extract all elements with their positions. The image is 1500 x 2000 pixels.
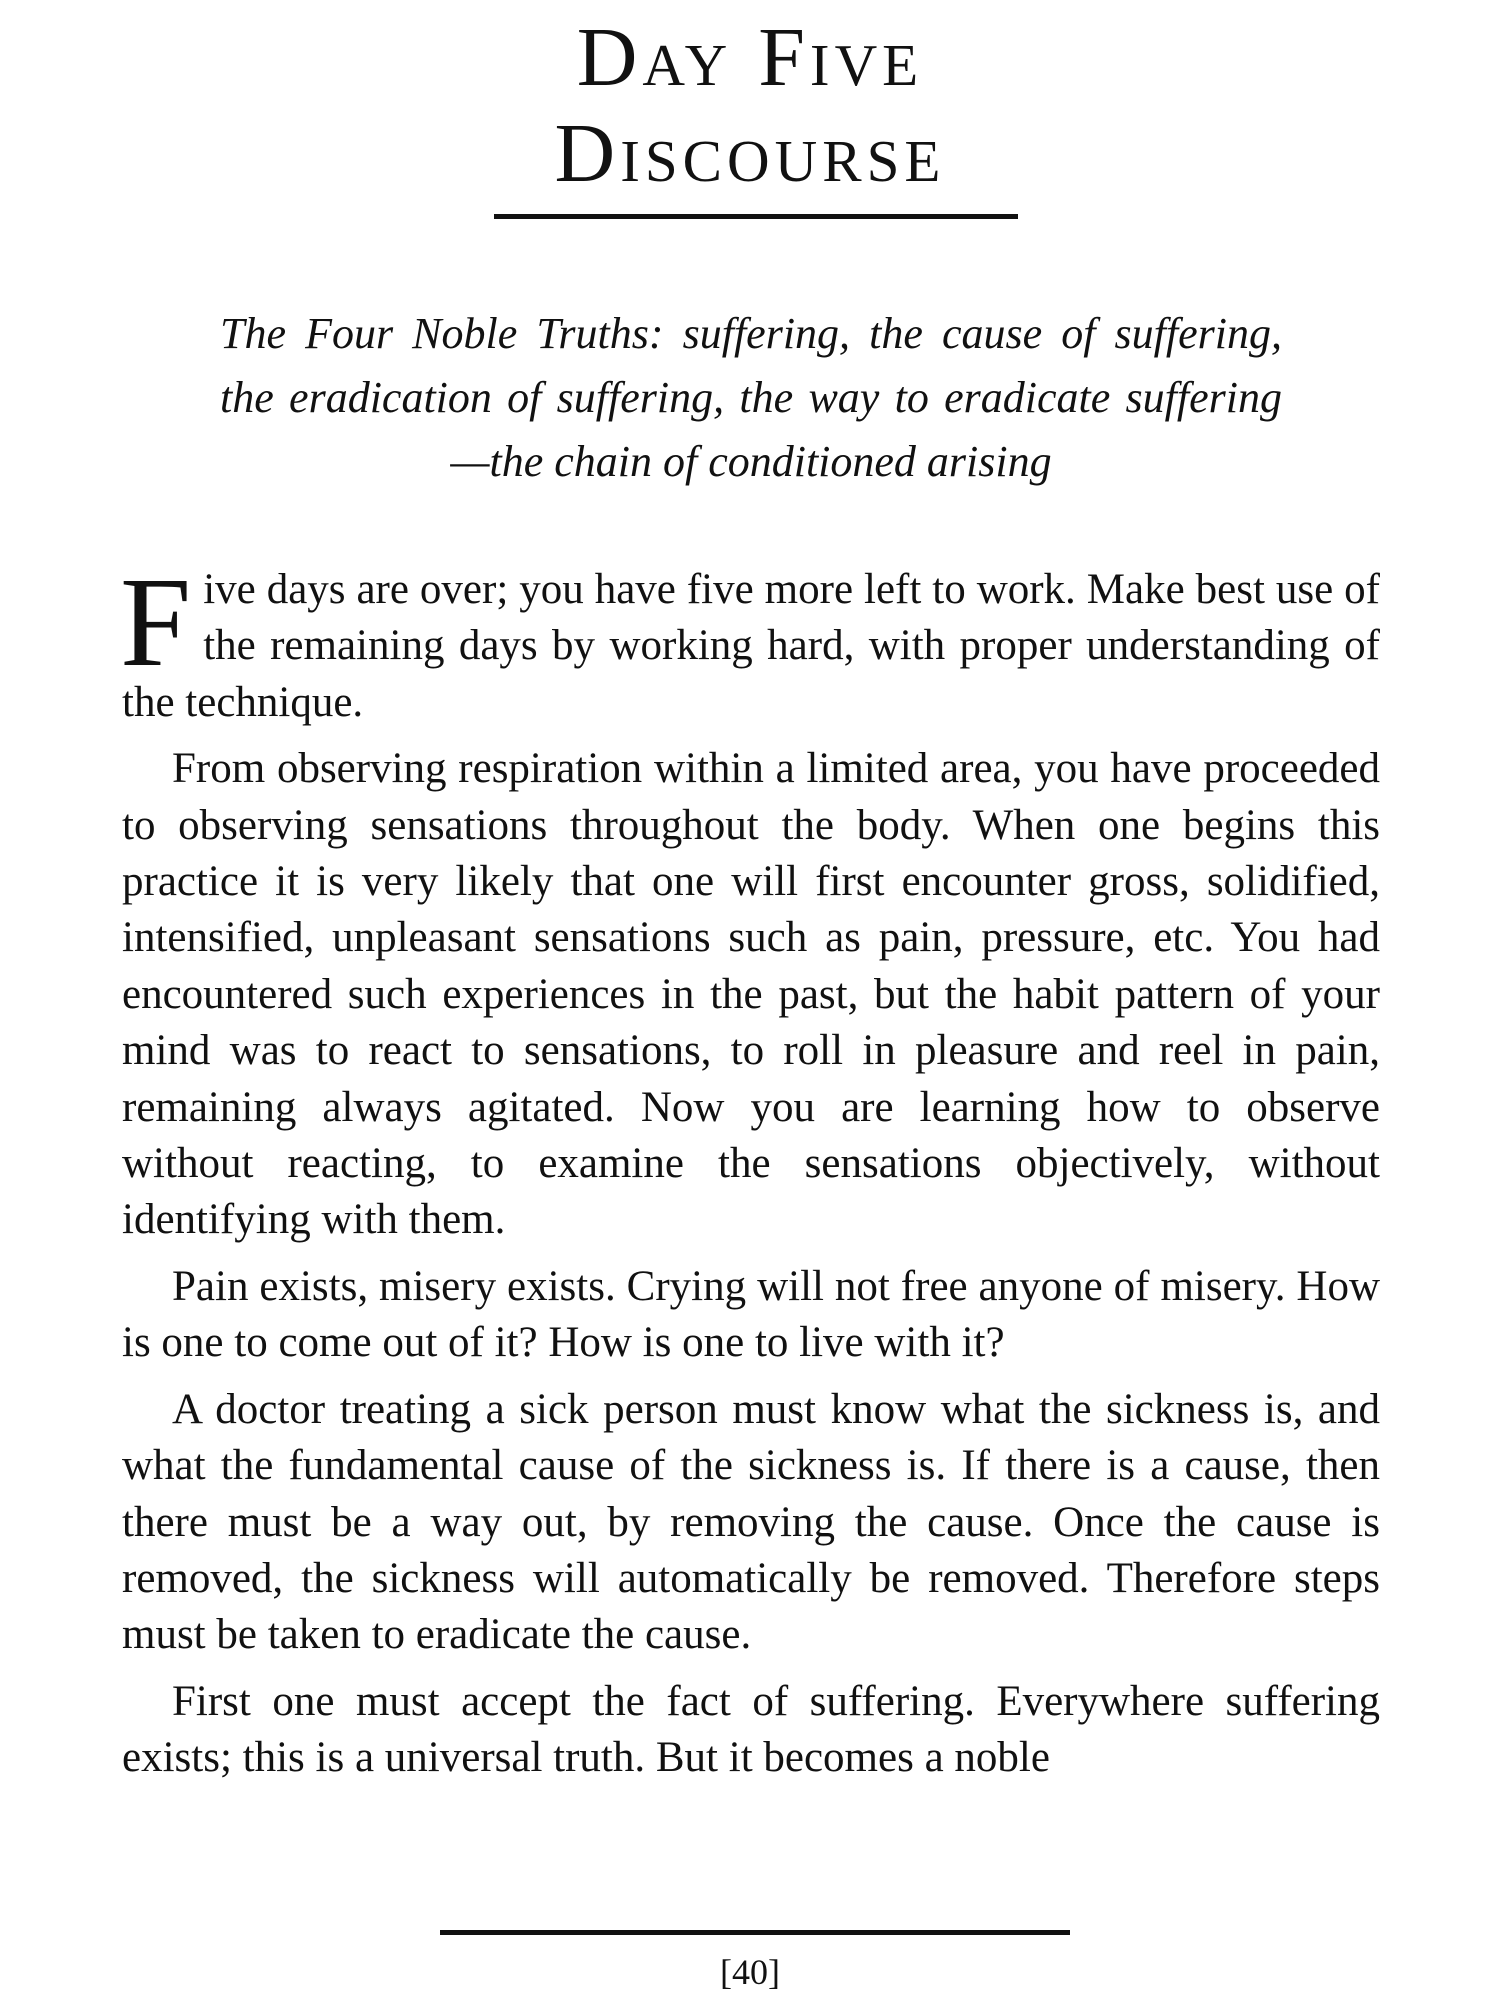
paragraph-1 (120, 551, 1380, 731)
chapter-title-line-1: Day Five (576, 11, 924, 104)
chapter-subtitle: The Four Noble Truths: suffering, the cause of suffering, the eradication of suffering, the way to eradicate suffering—the chain of conditioned arising (220, 309, 1282, 486)
drop-cap-letter: F (120, 551, 192, 693)
chapter-title-line-2: Discourse (554, 107, 946, 200)
paragraph-2: From observing respiration within a limited area, you have proceeded to observing sensations throughout the body. When one begins this practice it is very likely that one will first encounter gross, solidified, intensified, unpleasant sensations such as pain, pressure, etc. You had encountered such experiences in the past, but the habit pattern of your mind was to react to sensations, to roll in pleasure and reel in pain, remaining always agitated. Now you are learning how to observe without reacting, to examine the sensations objectively, without identifying with them. (122, 745, 1380, 1244)
footer-rule (440, 1930, 1070, 1935)
chapter-title (0, 10, 1500, 202)
paragraph-5: First one must accept the fact of suffering. Everywhere suffering exists; this is a universal truth. But it becomes a noble (122, 1677, 1380, 1782)
page-number: [40] (720, 1952, 780, 1992)
paragraph-1-text: ive days are over; you have five more left to work. Make best use of the remaining days by working hard, with proper understanding of the technique. (122, 566, 1380, 726)
body-text (120, 551, 1380, 1797)
paragraph-3: Pain exists, misery exists. Crying will not free anyone of misery. How is one to come out of it? How is one to live with it? (122, 1262, 1380, 1367)
paragraph-4: A doctor treating a sick person must know what the sickness is, and what the fundamental cause of the sickness is. If there is a cause, then there must be a way out, by removing the cause. Once the cause is removed, the sickness will automatically be removed. Therefore steps must be taken to eradicate the cause. (122, 1385, 1380, 1659)
title-underline-rule (494, 214, 1018, 219)
